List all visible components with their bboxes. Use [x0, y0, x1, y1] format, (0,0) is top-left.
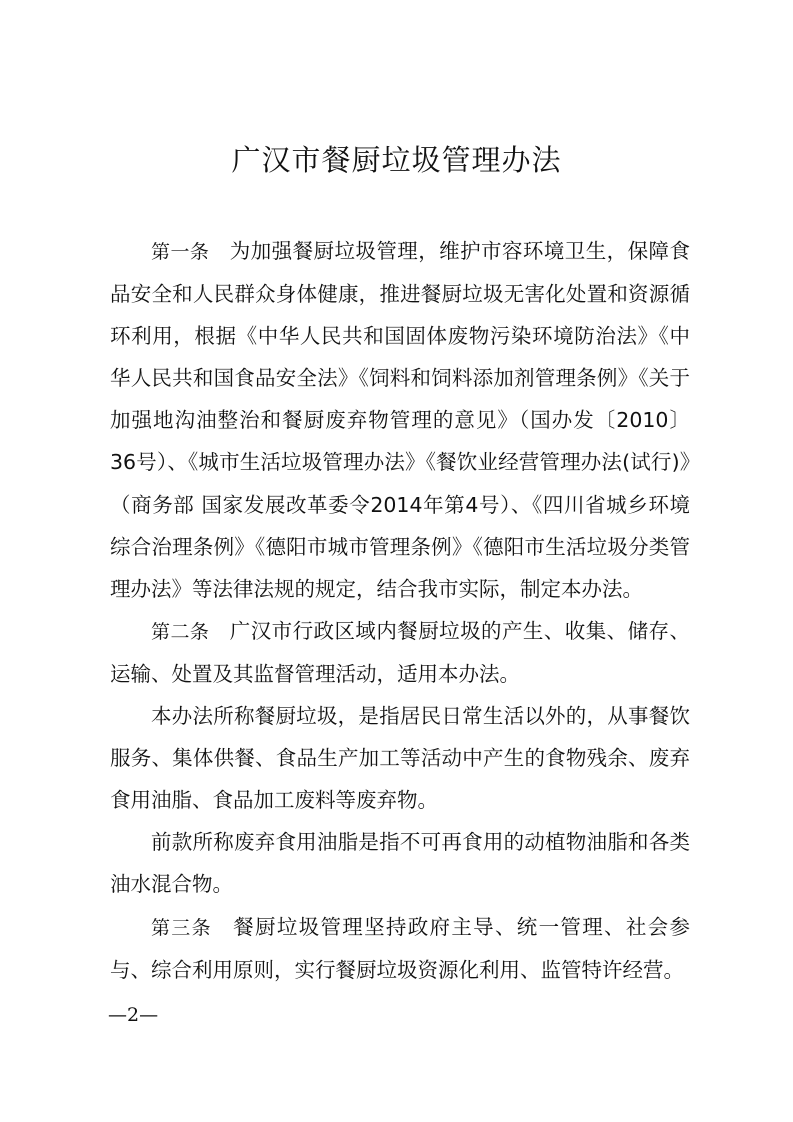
document-body	[110, 230, 690, 991]
article-1-paragraph	[110, 230, 690, 610]
oil-definition-text: 前款所称废弃食用油脂是指不可再食用的动植物油脂和各类油水混合物。	[110, 830, 690, 897]
article-2-paragraph	[110, 610, 690, 695]
definition-paragraph	[110, 695, 690, 821]
page-number: —2—	[108, 1004, 159, 1026]
article-1-text: 为加强餐厨垃圾管理，维护市容环境卫生，保障食品安全和人民群众身体健康，推进餐厨垃圾无害化处置和资源循环利用，根据《中华人民共和国固体废物污染环境防治法》《中华人民共和国食品安全法》《饲料和饲料添加剂管理条例》《关于加强地沟油整治和餐厨废弃物管理的意见》（国办发〔2010〕36号）、《城市生活垃圾管理办法》《餐饮业经营管理办法(试行)》（商务部 国家发展改革委令2014年第4号）、《四川省城乡环境综合治理条例》《德阳市城市管理条例》《德阳市生活垃圾分类管理办法》等法律法规的规定，结合我市实际，制定本办法。	[110, 239, 690, 601]
article-3-text: 餐厨垃圾管理坚持政府主导、统一管理、社会参与、综合利用原则，实行餐厨垃圾资源化利用、监管特许经营。	[110, 914, 690, 982]
article-1-heading: 第一条	[151, 241, 210, 263]
article-3-heading: 第三条	[151, 916, 212, 939]
oil-definition-paragraph	[110, 821, 690, 905]
definition-text: 本办法所称餐厨垃圾，是指居民日常生活以外的，从事餐饮服务、集体供餐、食品生产加工等活动中产生的食物残余、废弃食用油脂、食品加工废料等废弃物。	[110, 704, 690, 813]
article-3-paragraph	[110, 906, 690, 991]
document-title: 广汉市餐厨垃圾管理办法	[231, 143, 562, 177]
article-2-text: 广汉市行政区域内餐厨垃圾的产生、收集、储存、运输、处置及其监督管理活动，适用本办法。	[110, 618, 690, 686]
article-2-heading: 第二条	[151, 620, 210, 643]
